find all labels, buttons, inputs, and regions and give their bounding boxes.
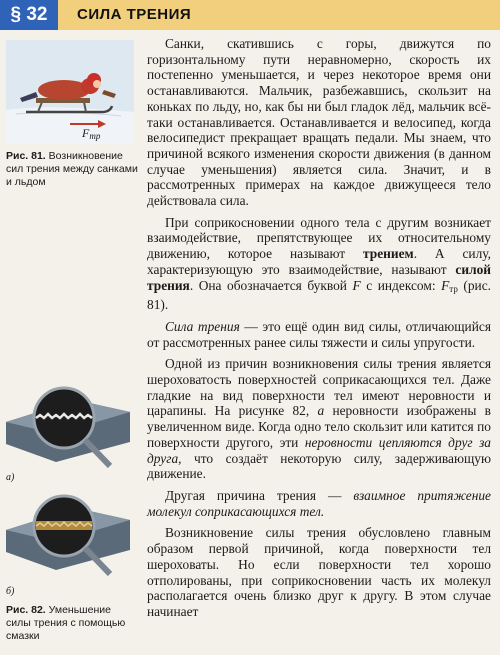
figure-81-caption: Рис. 81. Возникновение сил трения между санками и льдом bbox=[6, 150, 138, 188]
main-text bbox=[147, 36, 491, 626]
paragraph-1: Санки, скатившись с горы, движутся по горизонтальному пути неравномерно, скорость их постепенно уменьшается, и через некоторое время они останавливаются. Мальчик, разбежавшись, скользит на коньках по льду, но, как бы ни был гладок лёд, мальчик всё-таки останавливается. Останавливается и велосипед, когда велосипедист прекращает вращать педали. Мы знаем, что причиной всякого изменения скорости движения (в данном случае уменьшения) является сила. Значит, и в рассмотренных примерах на каждое движущееся тело действовала сила. bbox=[147, 36, 491, 209]
paragraph-2: При соприкосновении одного тела с другим возникает взаимодействие, препятствующее их относительному движению, которое называют трением. А силу, характеризующую это взаимодействие, называют силой трения. Она обозначается буквой F с индексом: $F_{тр}$ (рис. 81). bbox=[147, 214, 491, 313]
paragraph-3: Сила трения — это ещё один вид силы, отличающийся от рассмотренных ранее силы тяжести и силы упругости. bbox=[147, 318, 491, 350]
section-number: § 32 bbox=[0, 0, 58, 30]
section-header bbox=[0, 0, 500, 30]
figure-82a-magnifier bbox=[6, 382, 130, 468]
paragraph-6: Возникновение силы трения обусловлено главным образом первой причиной, когда поверхности тел шероховаты. Но если поверхности тел хорошо отполированы, при соприкосновении часть их молекул располагается очень близко друг к другу. В этом случае начинает bbox=[147, 525, 491, 619]
figure-82-caption: Рис. 82. Уменьшение силы трения с помощью смазки bbox=[6, 604, 126, 642]
figure-82b-label: б) bbox=[6, 586, 15, 597]
section-title: СИЛА ТРЕНИЯ bbox=[77, 6, 192, 23]
friction-vector-label: $F_{тр}$ bbox=[82, 126, 101, 141]
figure-82a-label: а) bbox=[6, 472, 15, 483]
sled-illustration bbox=[6, 40, 134, 144]
figure-82b-magnifier bbox=[6, 490, 130, 576]
figure-81-sled bbox=[6, 40, 134, 144]
paragraph-5: Другая причина трения — взаимное притяжение молекул соприкасающихся тел. bbox=[147, 487, 491, 519]
paragraph-4: Одной из причин возникновения силы трения является шероховатость поверхностей соприкасающихся тел. Даже гладкие на вид поверхности тел имеют неровности и царапины. На рисунке 82, а неровности изображены в увеличенном виде. Когда одно тело скользит или катится по поверхности другого, эти неровности цепляются друг за друга, что создаёт некоторую силу, задерживающую движение. bbox=[147, 356, 491, 482]
